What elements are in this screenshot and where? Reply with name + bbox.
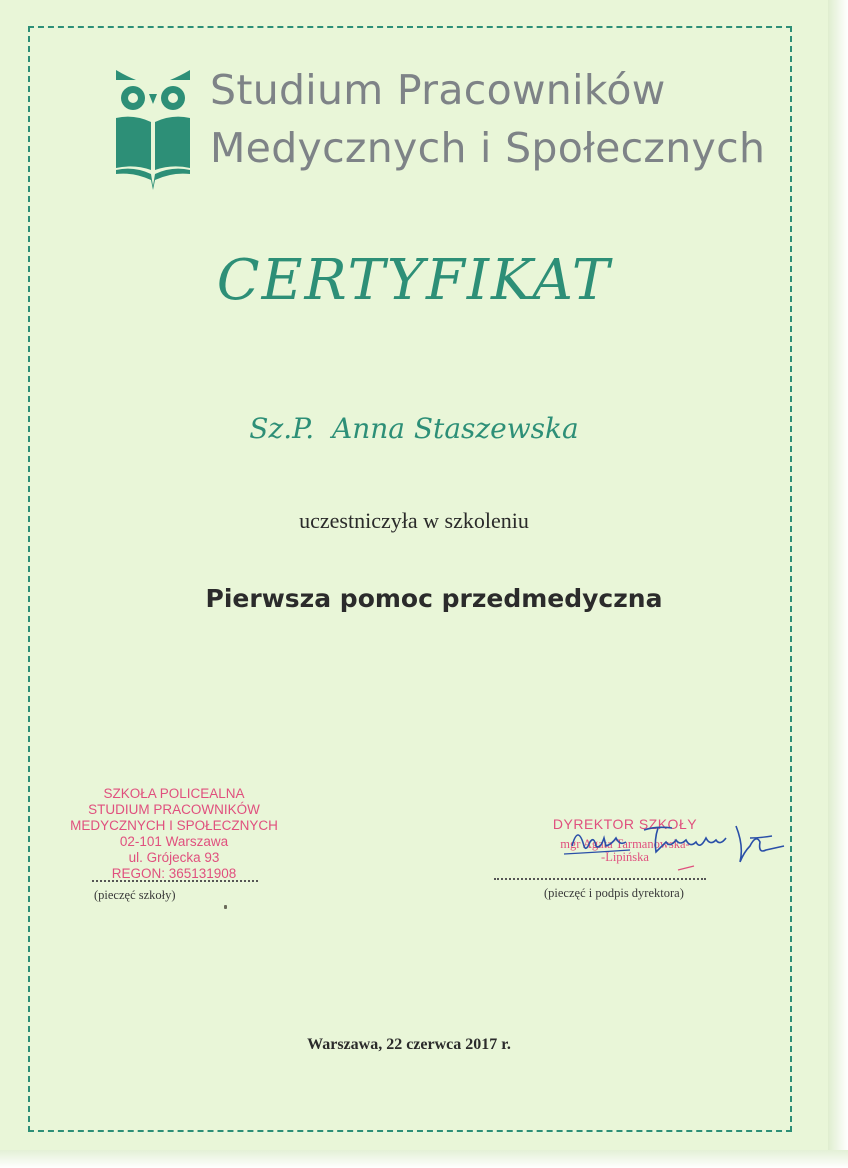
school-stamp-line: REGON: 365131908 — [111, 866, 237, 881]
director-dotted-line — [494, 878, 706, 880]
recipient-name: Sz.P. Anna Staszewska — [249, 412, 579, 445]
school-stamp-caption: (pieczęć szkoły) — [94, 888, 176, 902]
director-stamp-title: DYREKTOR SZKOŁY — [552, 816, 698, 832]
dashed-border-frame — [28, 26, 792, 1132]
logo-title-line-1: Studium Pracowników — [210, 66, 666, 114]
logo-title-line-2: Medycznych i Społecznych — [210, 124, 766, 172]
school-stamp-line: STUDIUM PRACOWNIKÓW — [88, 802, 260, 817]
certificate-title: CERTYFIKAT — [216, 248, 612, 313]
place-and-date: Warszawa, 22 czerwca 2017 r. — [307, 1036, 511, 1053]
school-stamp-line: MEDYCZNYCH I SPOŁECZNYCH — [70, 818, 278, 833]
owl-book-logo-icon — [114, 66, 192, 190]
school-stamp — [56, 786, 292, 882]
school-stamp-line: ul. Grójecka 93 — [128, 850, 220, 865]
director-stamp-name-line-2: -Lipińska — [601, 850, 649, 864]
page-edge-bottom — [0, 1150, 848, 1168]
director-stamp-name-line-1: mgr Agata Tarmanowska- — [560, 837, 690, 851]
director-signature — [560, 816, 790, 872]
school-stamp-dotted-line — [92, 880, 258, 882]
paper-speck — [224, 905, 227, 909]
director-stamp-caption: (pieczęć i podpis dyrektora) — [544, 886, 684, 900]
school-stamp-line: SZKOŁA POLICEALNA — [103, 786, 245, 801]
course-name: Pierwsza pomoc przedmedyczna — [205, 584, 663, 613]
participation-statement: uczestniczyła w szkoleniu — [299, 508, 529, 533]
school-stamp-line: 02-101 Warszawa — [119, 834, 229, 849]
